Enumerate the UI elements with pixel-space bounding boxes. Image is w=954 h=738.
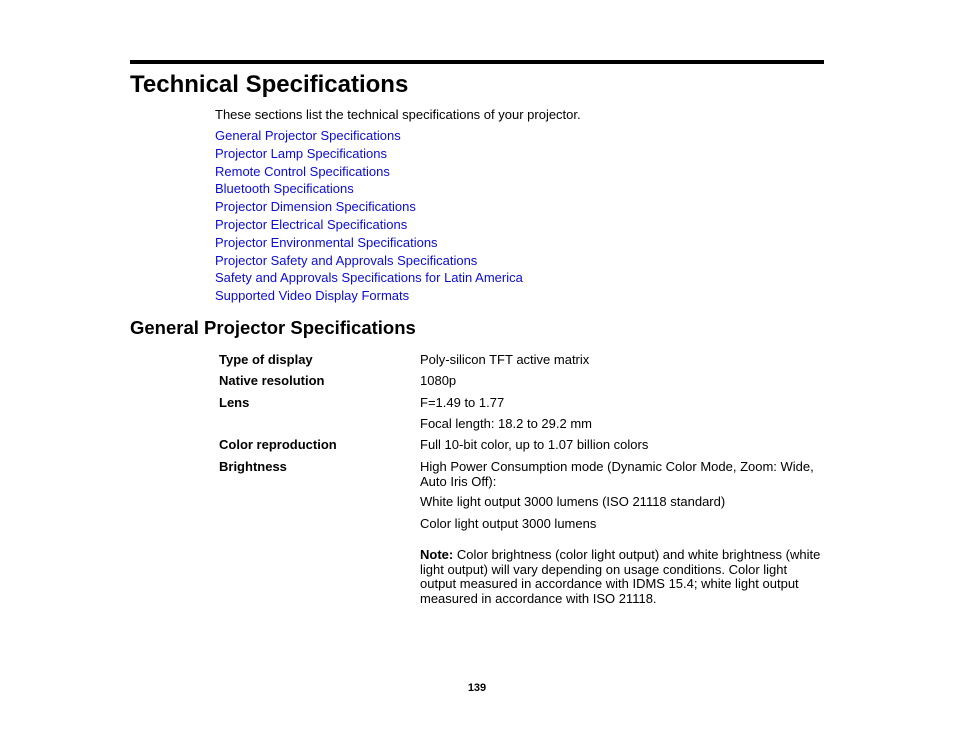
title-rule xyxy=(130,60,824,64)
spec-value: Poly-silicon TFT active matrix xyxy=(420,352,590,367)
link-projector-lamp-specifications[interactable]: Projector Lamp Specifications xyxy=(215,145,387,161)
toc-item xyxy=(215,127,523,145)
page-number: 139 xyxy=(467,682,487,694)
spec-value: F=1.49 to 1.77 xyxy=(420,395,505,410)
page-title: Technical Specifications xyxy=(130,71,409,98)
spec-label: Native resolution xyxy=(219,373,325,388)
spec-value: White light output 3000 lumens (ISO 21118 standard) xyxy=(420,494,726,509)
toc-item xyxy=(215,180,523,198)
spec-label: Brightness xyxy=(219,459,287,474)
toc-item xyxy=(215,216,523,234)
note-text-block xyxy=(420,548,825,606)
toc-item xyxy=(215,234,523,252)
toc-item xyxy=(215,163,523,181)
toc-item xyxy=(215,287,523,305)
section-links-list xyxy=(215,127,523,305)
link-safety-and-approvals-latin-america[interactable]: Safety and Approvals Specifications for Latin America xyxy=(215,270,523,286)
link-projector-safety-and-approvals-specifications[interactable]: Projector Safety and Approvals Specifications xyxy=(215,252,478,268)
link-projector-electrical-specifications[interactable]: Projector Electrical Specifications xyxy=(215,216,408,232)
spec-value: Color light output 3000 lumens xyxy=(420,516,597,531)
section-title: General Projector Specifications xyxy=(130,317,416,338)
link-bluetooth-specifications[interactable]: Bluetooth Specifications xyxy=(215,181,354,197)
note-label: Note: xyxy=(420,547,454,562)
note-text: Color brightness (color light output) and white brightness (white light output) will vary depending on usage conditions. Color light output measured in accordance with IDMS 15.4; white light output measured in accordance with ISO 21118. xyxy=(420,547,821,606)
link-projector-dimension-specifications[interactable]: Projector Dimension Specifications xyxy=(215,199,416,215)
toc-item xyxy=(215,252,523,270)
toc-item xyxy=(215,145,523,163)
spec-value: 1080p xyxy=(420,373,457,388)
link-supported-video-display-formats[interactable]: Supported Video Display Formats xyxy=(215,288,410,304)
spec-value: Focal length: 18.2 to 29.2 mm xyxy=(420,416,592,431)
spec-value: Full 10-bit color, up to 1.07 billion colors xyxy=(420,437,649,452)
link-remote-control-specifications[interactable]: Remote Control Specifications xyxy=(215,163,390,179)
spec-value: High Power Consumption mode (Dynamic Color Mode, Zoom: Wide, Auto Iris Off): xyxy=(420,459,814,489)
toc-item xyxy=(215,198,523,216)
spec-label: Lens xyxy=(219,395,250,410)
intro-text: These sections list the technical specifications of your projector. xyxy=(215,107,581,122)
spec-label: Color reproduction xyxy=(219,437,337,452)
toc-item xyxy=(215,269,523,287)
link-general-projector-specifications[interactable]: General Projector Specifications xyxy=(215,128,401,143)
spec-label: Type of display xyxy=(219,352,313,367)
link-projector-environmental-specifications[interactable]: Projector Environmental Specifications xyxy=(215,234,438,250)
